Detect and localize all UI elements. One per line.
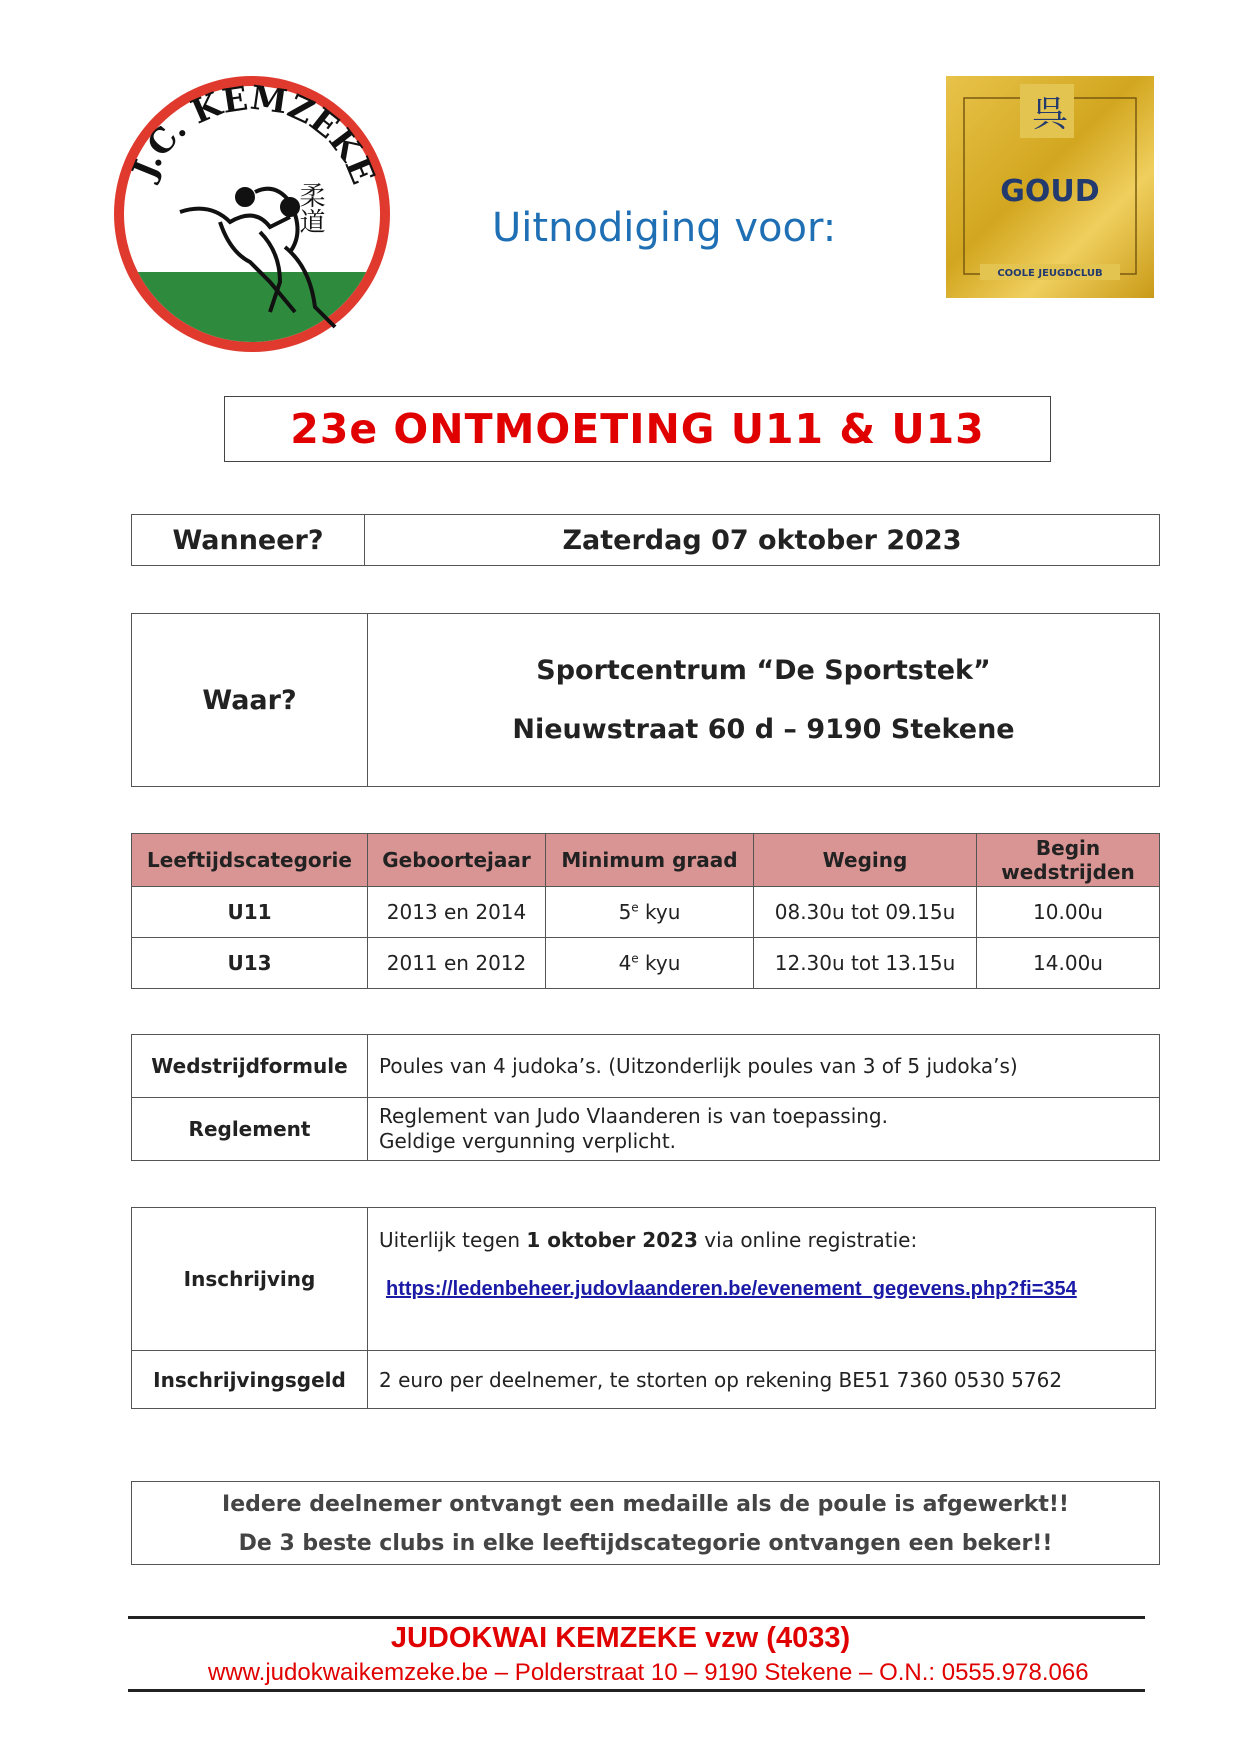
- registration-value: Uiterlijk tegen 1 oktober 2023 via online registratie: https://ledenbeheer.judovlaanderen.be/evenement_gegevens.php?fi=354: [368, 1208, 1156, 1351]
- notice-box: [131, 1481, 1160, 1565]
- where-label: Waar?: [132, 614, 368, 787]
- when-table: [131, 514, 1160, 566]
- event-title: 23e ONTMOETING U11 & U13: [290, 405, 985, 453]
- table-cell: 12.30u tot 13.15u: [754, 938, 977, 989]
- table-header-cell: Geboortejaar: [368, 834, 546, 887]
- table-row: [132, 938, 1160, 989]
- table-header-cell: Leeftijdscategorie: [132, 834, 368, 887]
- where-table: [131, 613, 1160, 787]
- table-cell: 10.00u: [977, 887, 1160, 938]
- fee-value: 2 euro per deelnemer, te storten op rekening BE51 7360 0530 5762: [368, 1351, 1156, 1409]
- table-cell: 2013 en 2014: [368, 887, 546, 938]
- table-cell: 5e kyu: [546, 887, 754, 938]
- notice-line: Iedere deelnemer ontvangt een medaille als de poule is afgewerkt!!: [222, 1492, 1069, 1517]
- logo-symbol: 呉: [1031, 94, 1069, 135]
- notice-line: De 3 beste clubs in elke leeftijdscategorie ontvangen een beker!!: [238, 1531, 1053, 1556]
- when-value: Zaterdag 07 oktober 2023: [365, 515, 1160, 566]
- where-address: Nieuwstraat 60 d – 9190 Stekene: [512, 714, 1015, 745]
- table-cell: 08.30u tot 09.15u: [754, 887, 977, 938]
- where-venue: Sportcentrum “De Sportstek”: [536, 655, 991, 686]
- logo-club-name: J.C. KEMZEKE: [124, 77, 384, 190]
- footer-title: JUDOKWAI KEMZEKE vzw (4033): [390, 1622, 851, 1654]
- table-cell: 2011 en 2012: [368, 938, 546, 989]
- rules-value: Reglement van Judo Vlaanderen is van toepassing. Geldige vergunning verplicht.: [368, 1098, 1160, 1161]
- logo-goud-label: GOUD: [1000, 174, 1100, 209]
- table-cell: U11: [132, 887, 368, 938]
- table-header-cell: Minimum graad: [546, 834, 754, 887]
- category-table: [131, 833, 1160, 989]
- goud-label-logo: [946, 76, 1154, 298]
- footer-divider-top: [128, 1616, 1145, 1619]
- table-header-row: [132, 834, 1160, 887]
- logo-caption: COOLE JEUGDCLUB: [997, 268, 1103, 279]
- logo-kanji: 柔道: [295, 182, 325, 234]
- table-cell: 14.00u: [977, 938, 1160, 989]
- where-value: [368, 614, 1160, 787]
- table-header-cell: Begin wedstrijden: [977, 834, 1160, 887]
- when-label: Wanneer?: [132, 515, 365, 566]
- table-header-cell: Weging: [754, 834, 977, 887]
- fee-label: Inschrijvingsgeld: [132, 1351, 368, 1409]
- footer-divider-bottom: [128, 1689, 1145, 1692]
- registration-link[interactable]: https://ledenbeheer.judovlaanderen.be/evenement_gegevens.php?fi=354: [386, 1278, 1077, 1300]
- rules-label: Reglement: [132, 1098, 368, 1161]
- table-cell: U13: [132, 938, 368, 989]
- formula-table: [131, 1034, 1160, 1161]
- formula-value: Poules van 4 judoka’s. (Uitzonderlijk poules van 3 of 5 judoka’s): [368, 1035, 1160, 1098]
- registration-table: [131, 1207, 1156, 1409]
- registration-label: Inschrijving: [132, 1208, 368, 1351]
- table-cell: 4e kyu: [546, 938, 754, 989]
- footer-contact: www.judokwaikemzeke.be – Polderstraat 10 – 9190 Stekene – O.N.: 0555.978.066: [208, 1659, 1089, 1686]
- invite-heading: Uitnodiging voor:: [492, 205, 837, 251]
- formula-label: Wedstrijdformule: [132, 1035, 368, 1098]
- club-logo: [110, 72, 395, 357]
- event-title-box: [224, 396, 1051, 462]
- table-row: [132, 887, 1160, 938]
